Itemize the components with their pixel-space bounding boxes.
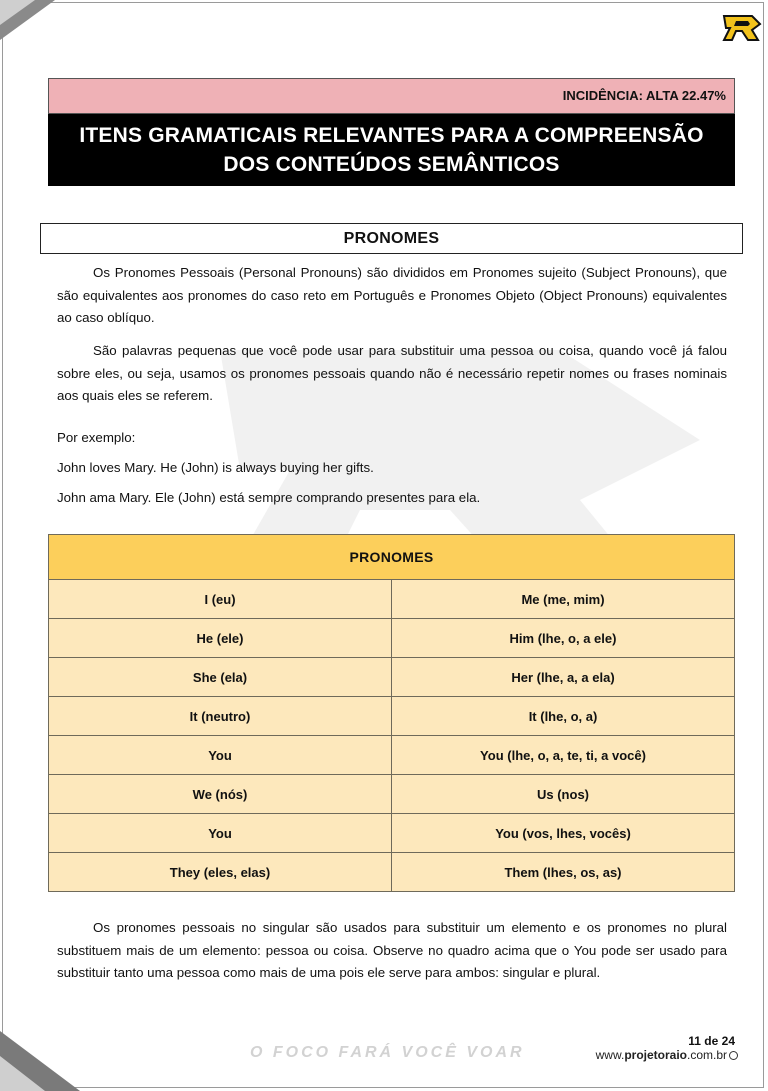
- pronouns-table: [48, 534, 735, 892]
- footer-slogan: O FOCO FARÁ VOCÊ VOAR: [250, 1044, 525, 1061]
- subject-pronoun-cell: It (neutro): [49, 697, 392, 736]
- subject-pronoun-cell: We (nós): [49, 775, 392, 814]
- brand-logo-icon: [722, 12, 762, 44]
- table-row: [49, 697, 735, 736]
- object-pronoun-cell: Us (nos): [392, 775, 735, 814]
- table-row: [49, 736, 735, 775]
- subject-pronoun-cell: They (eles, elas): [49, 853, 392, 892]
- website-prefix: www.: [595, 1048, 625, 1062]
- page-title: ITENS GRAMATICAIS RELEVANTES PARA A COMPREENSÃO DOS CONTEÚDOS SEMÂNTICOS: [79, 124, 704, 176]
- object-pronoun-cell: You (vos, lhes, vocês): [392, 814, 735, 853]
- subject-pronoun-cell: He (ele): [49, 619, 392, 658]
- example-portuguese: John ama Mary. Ele (John) está sempre comprando presentes para ela.: [57, 490, 481, 505]
- paragraph-1: Os Pronomes Pessoais (Personal Pronouns) são divididos em Pronomes sujeito (Subject Pronouns), que são equivalentes aos pronomes do caso reto em Português e Pronomes Objeto (Object Pronouns) equivalentes ao caso oblíquo.: [57, 265, 727, 325]
- section-title: PRONOMES: [343, 229, 440, 247]
- website-name: projetoraio: [624, 1048, 687, 1062]
- website-link[interactable]: [596, 1048, 738, 1062]
- incidence-label: INCIDÊNCIA: ALTA 22.47%: [562, 88, 726, 103]
- table-header: PRONOMES: [49, 535, 735, 580]
- table-row: [49, 658, 735, 697]
- example-label: Por exemplo:: [57, 430, 136, 445]
- table-row: [49, 619, 735, 658]
- section-heading-box: [40, 223, 743, 254]
- page-number: 11 de 24: [688, 1034, 735, 1048]
- example-english: John loves Mary. He (John) is always buying her gifts.: [57, 460, 374, 475]
- table-row: [49, 814, 735, 853]
- object-pronoun-cell: Them (lhes, os, as): [392, 853, 735, 892]
- website-suffix: .com.br: [686, 1048, 727, 1062]
- table-row: [49, 853, 735, 892]
- object-pronoun-cell: Her (lhe, a, a ela): [392, 658, 735, 697]
- subject-pronoun-cell: She (ela): [49, 658, 392, 697]
- object-pronoun-cell: Him (lhe, o, a ele): [392, 619, 735, 658]
- subject-pronoun-cell: You: [49, 736, 392, 775]
- object-pronoun-cell: It (lhe, o, a): [392, 697, 735, 736]
- paragraph-3: Os pronomes pessoais no singular são usados para substituir um elemento e os pronomes no plural substituem mais de um elemento: pessoa ou coisa. Observe no quadro acima que o You pode ser usado para substituir tanto uma pessoa como mais de uma pois ele serve para ambos: singular e plural.: [57, 920, 727, 980]
- paragraph-2: São palavras pequenas que você pode usar para substituir uma pessoa ou coisa, quando você já falou sobre eles, ou seja, usamos os pronomes pessoais quando não é necessário repetir nomes ou frases nominais aos quais eles se referem.: [57, 343, 727, 403]
- table-header-row: [49, 535, 735, 580]
- page-title-box: [48, 114, 735, 186]
- incidence-banner: [48, 78, 735, 114]
- object-pronoun-cell: Me (me, mim): [392, 580, 735, 619]
- object-pronoun-cell: You (lhe, o, a, te, ti, a você): [392, 736, 735, 775]
- globe-icon: [729, 1051, 738, 1060]
- subject-pronoun-cell: I (eu): [49, 580, 392, 619]
- table-row: [49, 775, 735, 814]
- subject-pronoun-cell: You: [49, 814, 392, 853]
- table-row: [49, 580, 735, 619]
